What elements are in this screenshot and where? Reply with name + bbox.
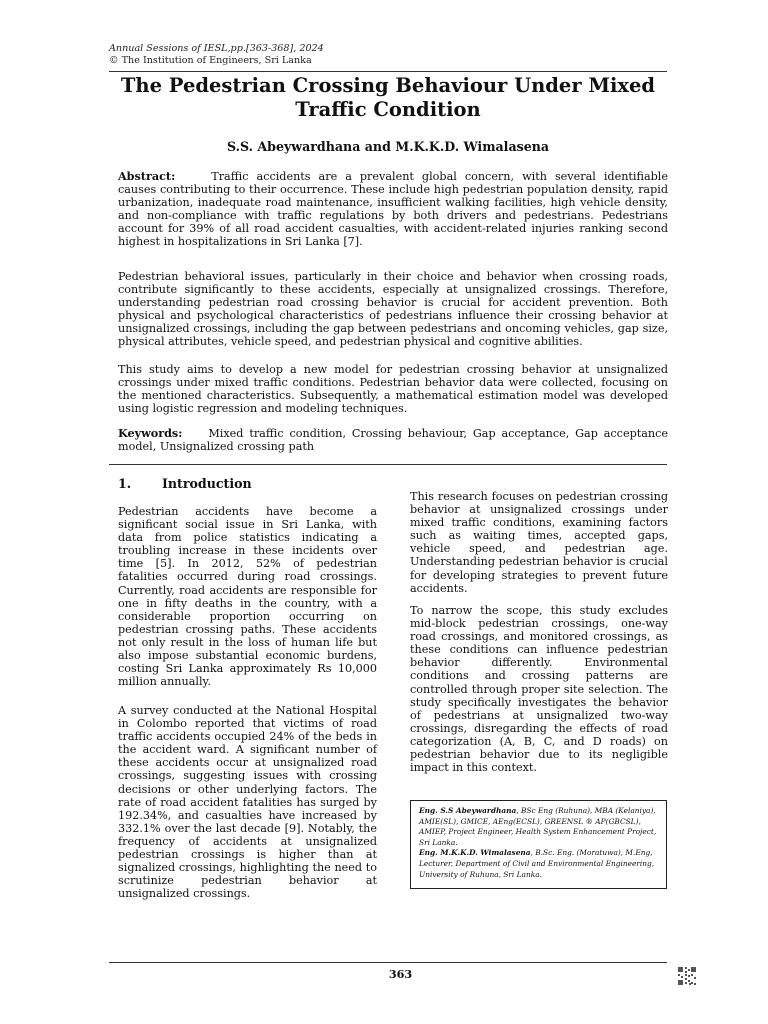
affiliation-author-2 <box>419 848 660 880</box>
abstract-text: Traffic accidents are a prevalent global concern, with several identifiable causes contributing to their occurrence. These include high pedestrian population density, rapid urbanization, inadequate road maintenance, insufficient walking facilities, high vehicle density, and non-compliance with traffic regulations by both drivers and pedestrians. Pedestrians account for 39% of all road accident casualties, with accident-related injuries ranking second highest in hospitalizations in Sri Lanka [7]. <box>118 170 668 249</box>
header-copyright: © The Institution of Engineers, Sri Lanka <box>109 55 312 66</box>
section-title: Introduction <box>162 476 252 491</box>
intro-right-paragraph-1: This research focuses on pedestrian crossing behavior at unsignalized crossings under mixed traffic conditions, examining factors such as waiting times, accepted gaps, vehicle speed, and pedestrian age. Understanding pedestrian behavior is crucial for developing strategies to prevent future accidents. <box>410 490 668 595</box>
page-number: 363 <box>388 967 413 981</box>
affiliation-author-1 <box>419 806 660 848</box>
paper-authors: S.S. Abeywardhana and M.K.K.D. Wimalasena <box>226 139 550 154</box>
intro-left-paragraph-2: A survey conducted at the National Hospital in Colombo reported that victims of road traffic accidents occupied 24% of the beds in the accident ward. A significant number of these accidents occur at unsignalized road crossings, suggesting issues with crossing decisions or other underlying factors. The rate of road accident fatalities has surged by 192.34%, and casualties have increased by 332.1% over the last decade [9]. Notably, the frequency of accidents at unsignalized pedestrian crossings is higher than at signalized crossings, highlighting the need to scrutinize pedestrian behavior at unsignalized crossings. <box>118 704 377 901</box>
running-header <box>109 43 324 67</box>
qr-code-icon <box>677 966 697 986</box>
abstract <box>118 170 668 249</box>
intro-right-paragraph-2: To narrow the scope, this study excludes mid-block pedestrian crossings, one-way road crossings, and monitored crossings, as these conditions can influence pedestrian behavior differently. Environmental conditions and crossing patterns are controlled through proper site selection. The study specifically investigates the behavior of pedestrians at unsignalized two-way crossings, disregarding the effects of road categorization (A, B, C, and D roads) on pedestrian behavior due to its negligible impact in this context. <box>410 604 668 775</box>
affiliation-author-1-details: , BSc Eng (Ruhuna), MBA (Kelaniya), AMIE(SL), GMICE, AEng(ECSL), GREENSL ® AP(GBCSL), AMIEP, Project Engineer, Health System Enhancement Project, Sri Lanka. <box>419 806 657 847</box>
header-proceedings: Annual Sessions of IESL,pp.[363-368], 2024 <box>109 43 324 54</box>
section-divider <box>109 464 667 465</box>
footer-divider <box>109 962 667 963</box>
affiliation-author-2-name: Eng. M.K.K.D. Wimalasena <box>419 848 531 858</box>
affiliation-author-1-name: Eng. S.S Abeywardhana <box>419 806 517 815</box>
author-affiliations-box <box>410 800 667 889</box>
section-heading <box>118 476 252 491</box>
keywords-text: Mixed traffic condition, Crossing behaviour, Gap acceptance, Gap acceptance model, Unsignalized crossing path <box>118 427 668 454</box>
affiliation-author-2-details: , B.Sc. Eng. (Moratuwa), M.Eng, Lecturer, Department of Civil and Environmental Engineering, University of Ruhuna, Sri Lanka. <box>419 848 655 879</box>
abstract-label: Abstract: <box>118 169 176 183</box>
paper-title <box>109 74 667 122</box>
title-line-2: Traffic Condition <box>295 98 481 121</box>
header-divider <box>109 71 667 72</box>
keywords <box>118 427 668 453</box>
section-number: 1. <box>118 476 132 491</box>
title-line-1: The Pedestrian Crossing Behaviour Under Mixed <box>120 74 656 97</box>
abstract-paragraph-3: This study aims to develop a new model for pedestrian crossing behavior at unsignalized crossings under mixed traffic conditions. Pedestrian behavior data were collected, focusing on the mentioned characteristics. Subsequently, a mathematical estimation model was developed using logistic regression and modeling techniques. <box>118 363 668 416</box>
intro-left-paragraph-1: Pedestrian accidents have become a significant social issue in Sri Lanka, with data from police statistics indicating a troubling increase in these incidents over time [5]. In 2012, 52% of pedestrian fatalities occurred during road crossings. Currently, road accidents are responsible for one in fifty deaths in the country, with a considerable proportion occurring on pedestrian crossing paths. These accidents not only result in the loss of human life but also impose substantial economic burdens, costing Sri Lanka approximately Rs 10,000 million annually. <box>118 505 377 689</box>
keywords-label: Keywords: <box>118 426 183 440</box>
abstract-paragraph-2: Pedestrian behavioral issues, particularly in their choice and behavior when crossing roads, contribute significantly to these accidents, especially at unsignalized crossings. Therefore, understanding pedestrian road crossing behavior is crucial for accident prevention. Both physical and psychological characteristics of pedestrians influence their crossing behavior at unsignalized crossings, including the gap between pedestrians and oncoming vehicles, gap size, physical attributes, vehicle speed, and pedestrian physical and cognitive abilities. <box>118 270 668 349</box>
